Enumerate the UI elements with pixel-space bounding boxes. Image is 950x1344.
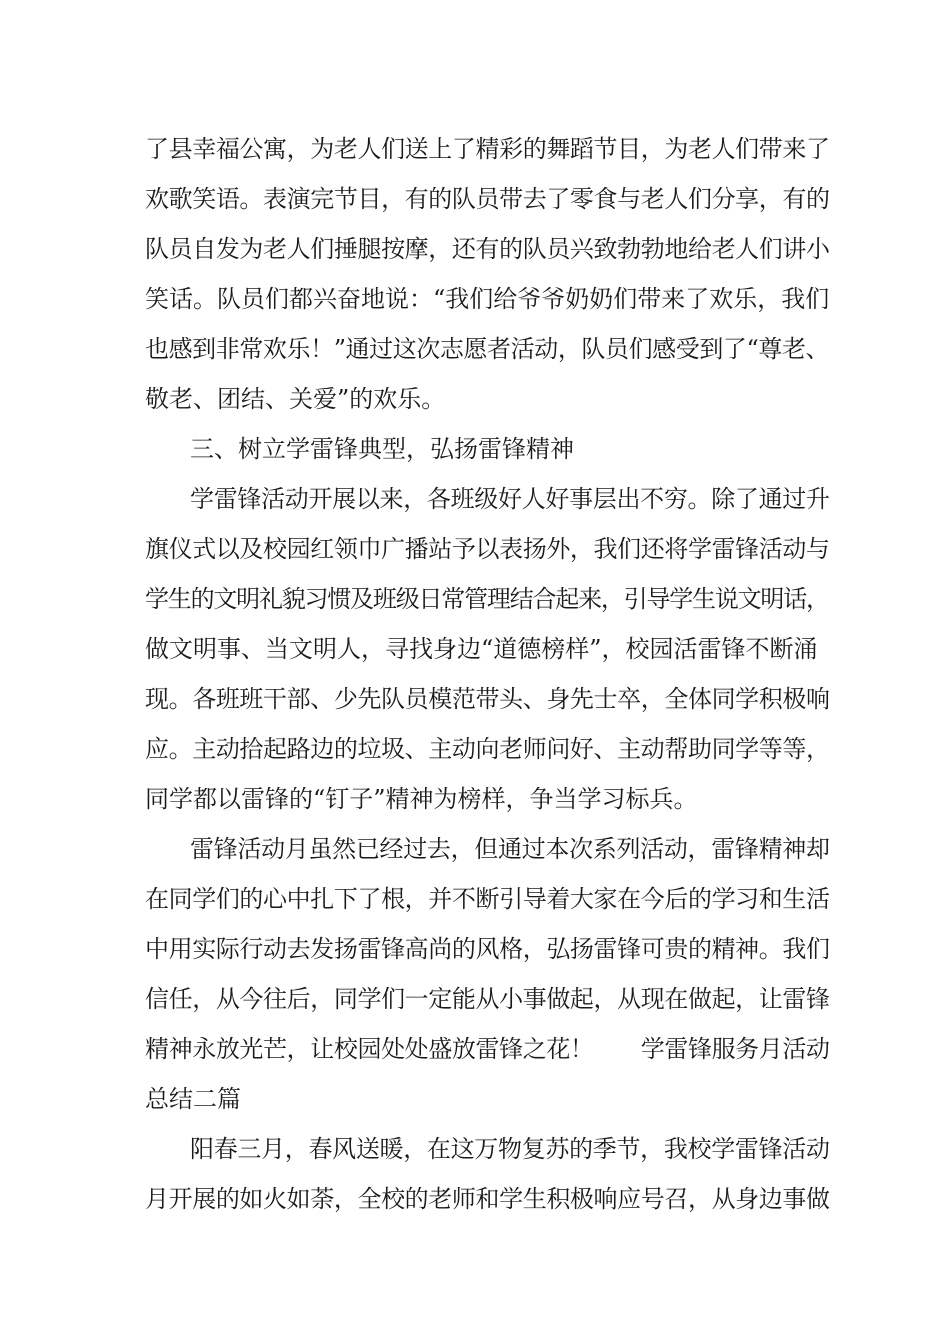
section-heading: 三、树立学雷锋典型，弘扬雷锋精神	[190, 435, 574, 463]
text-line: 队员自发为老人们捶腿按摩，还有的队员兴致勃勃地给老人们讲小	[145, 235, 830, 263]
text-line: 雷锋活动月虽然已经过去，但通过本次系列活动，雷锋精神却	[190, 835, 830, 863]
text-line: 敬老、团结、关爱”的欢乐。	[145, 385, 446, 413]
text-line: 阳春三月，春风送暖，在这万物复苏的季节，我校学雷锋活动	[190, 1135, 830, 1163]
text-line: 学雷锋活动开展以来，各班级好人好事层出不穷。除了通过升	[190, 485, 830, 513]
text-line: 现。各班班干部、少先队员模范带头、身先士卒，全体同学积极响	[145, 685, 830, 713]
text-line: 笑话。队员们都兴奋地说：“我们给爷爷奶奶们带来了欢乐，我们	[145, 285, 830, 313]
text-line: 精神永放光芒，让校园处处盛放雷锋之花！ 学雷锋服务月活动	[145, 1035, 830, 1063]
text-line: 月开展的如火如荼，全校的老师和学生积极响应号召，从身边事做	[145, 1185, 830, 1213]
text-line: 中用实际行动去发扬雷锋高尚的风格，弘扬雷锋可贵的精神。我们	[145, 935, 830, 963]
text-line: 同学都以雷锋的“钉子”精神为榜样，争当学习标兵。	[145, 785, 698, 813]
text-line: 欢歌笑语。表演完节目，有的队员带去了零食与老人们分享，有的	[145, 185, 830, 213]
text-line: 在同学们的心中扎下了根，并不断引导着大家在今后的学习和生活	[145, 885, 830, 913]
text-line: 总结二篇	[145, 1085, 241, 1113]
text-line: 学生的文明礼貌习惯及班级日常管理结合起来，引导学生说文明话，	[145, 585, 829, 613]
text-line: 旗仪式以及校园红领巾广播站予以表扬外，我们还将学雷锋活动与	[145, 535, 830, 563]
text-line: 应。主动拾起路边的垃圾、主动向老师问好、主动帮助同学等等，	[145, 735, 830, 763]
text-line: 做文明事、当文明人，寻找身边“道德榜样”，校园活雷锋不断涌	[145, 635, 818, 663]
text-line: 也感到非常欢乐！”通过这次志愿者活动，队员们感受到了“尊老、	[145, 335, 830, 363]
text-line: 了县幸福公寓，为老人们送上了精彩的舞蹈节目，为老人们带来了	[145, 135, 830, 163]
text-line: 信任，从今往后，同学们一定能从小事做起，从现在做起，让雷锋	[145, 985, 830, 1013]
